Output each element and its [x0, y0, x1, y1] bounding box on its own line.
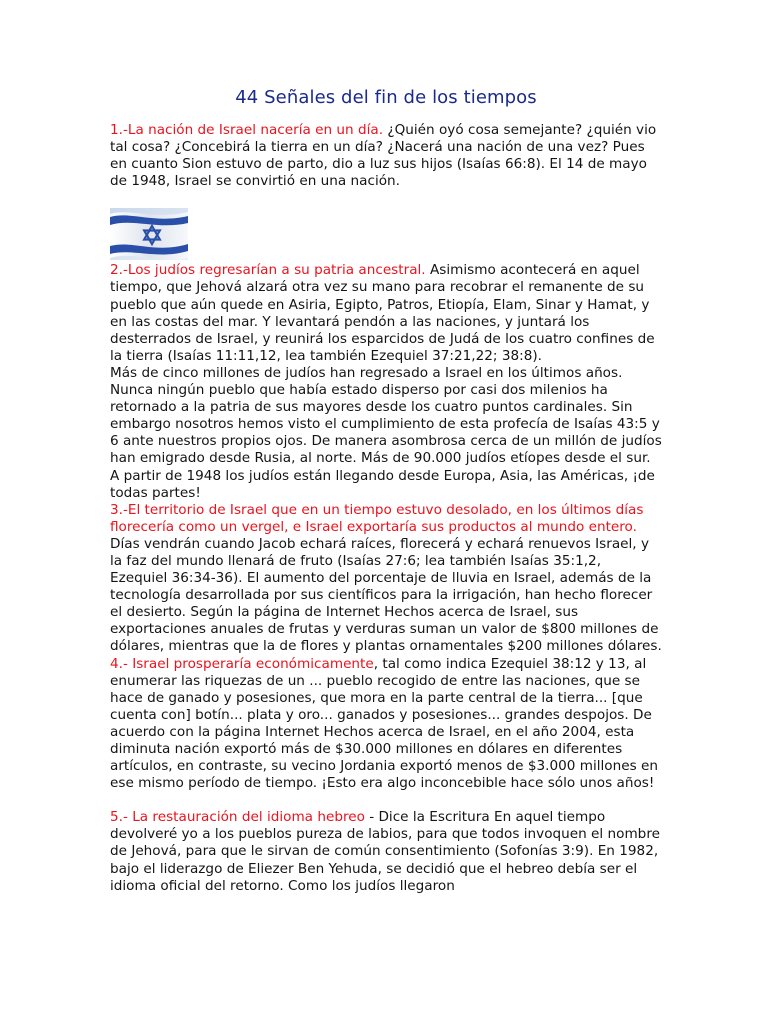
page-title: 44 Señales del fin de los tiempos: [235, 87, 537, 108]
section-4-heading: 4.- Israel prosperaría económicamente: [110, 655, 374, 672]
section-5-text: - Dice la Escritura En aquel tiempo devolveré yo a los pueblos pureza de labios, para que todos invoquen el nombre de Jehová, para que le sirvan de común consentimiento (Sofonías 3:9). En 1982, bajo el liderazgo de Eliezer Ben Yehuda, se decidió que el hebreo debía ser el idioma oficial del retorno. Como los judíos llegaron: [110, 809, 660, 894]
section-1: [110, 122, 662, 190]
section-2: [110, 262, 662, 365]
israel-flag-image: [110, 208, 188, 260]
section-4-text: , tal como indica Ezequiel 38:12 y 13, al enumerar las riquezas de un ... pueblo recogido de entre las naciones, que se hace de ganado y posesiones, que mora en la parte central de la tierra... [que cuenta con] botín... plata y oro... ganados y posesiones... grandes despojos. De acuerdo con la página Internet Hechos acerca de Israel, en el año 2004, esta diminuta nación exportó más de $30.000 millones en dólares en diferentes artículos, en contraste, su vecino Jordania exportó menos de $3.000 millones en ese mismo período de tiempo. ¡Esto era algo inconcebible hace sólo unos años!: [110, 655, 658, 792]
section-5-heading: 5.- La restauración del idioma hebreo: [110, 809, 365, 826]
section-1-heading: 1.-La nación de Israel nacería en un día.: [110, 122, 384, 138]
israel-flag-icon: [110, 208, 188, 260]
section-2-heading: 2.-Los judíos regresarían a su patria ancestral.: [110, 262, 426, 279]
section-1-text: ¿Quién oyó cosa semejante? ¿quién vio tal cosa? ¿Concebirá la tierra en un día? ¿Nacerá una nación de una vez? Pues en cuanto Sion estuvo de parto, dio a luz sus hijos (Isaías 66:8). El 14 de mayo de 1948, Israel se convirtió en una nación.: [110, 122, 657, 190]
section-2-extra: Más de cinco millones de judíos han regresado a Israel en los últimos años. Nunca ningún pueblo que había estado disperso por casi dos milenios ha retornado a la patria de sus mayores desde los cuatro puntos cardinales. Sin embargo nosotros hemos visto el cumplimiento de esta profecía de Isaías 43:5 y 6 ante nuestros propios ojos. De manera asombrosa cerca de un millón de judíos han emigrado desde Rusia, al norte. Más de 90.000 judíos etíopes desde el sur. A partir de 1948 los judíos están llegando desde Europa, Asia, las Américas, ¡de todas partes!: [110, 364, 662, 501]
section-3-text: Días vendrán cuando Jacob echará raíces, florecerá y echará renuevos Israel, y la faz del mundo llenará de fruto (Isaías 27:6; lea también Isaías 35:1,2, Ezequiel 36:34-36). El aumento del porcentaje de lluvia en Israel, además de la tecnología desarrollada por sus científicos para la irrigación, han hecho florecer el desierto. Según la página de Internet Hechos acerca de Israel, sus exportaciones anuales de frutas y verduras suman un valor de $800 millones de dólares, mientras que la de flores y plantas ornamentales $200 millones dólares.: [110, 535, 662, 655]
document-page: [110, 86, 662, 895]
section-4: [110, 656, 662, 793]
section-5: [110, 809, 662, 894]
section-2-text: Asimismo acontecerá en aquel tiempo, que Jehová alzará otra vez su mano para recobrar el remanente de su pueblo que aún quede en Asiria, Egipto, Patros, Etiopía, Elam, Sinar y Hamat, y en las costas del mar. Y levantará pendón a las naciones, y juntará los desterrados de Israel, y reunirá los esparcidos de Judá de los cuatro confines de la tierra (Isaías 11:11,12, lea también Ezequiel 37:21,22; 38:8).: [110, 262, 655, 364]
paragraph-gap: [110, 792, 662, 809]
section-3-heading: 3.-El territorio de Israel que en un tiempo estuvo desolado, en los últimos días florecería como un vergel, e Israel exportaría sus productos al mundo entero.: [110, 501, 644, 535]
section-3: [110, 502, 662, 656]
